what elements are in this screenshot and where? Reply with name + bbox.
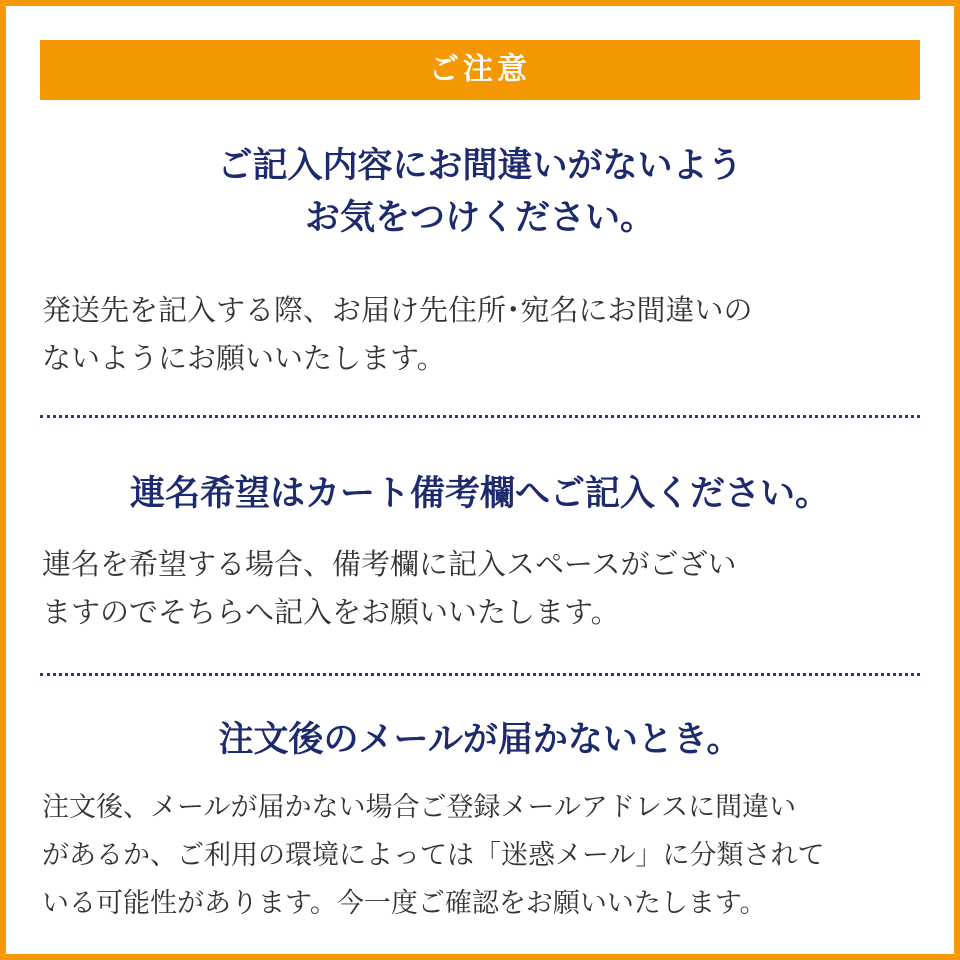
section-1-body <box>42 286 922 382</box>
section-1-heading <box>40 140 920 244</box>
body-line: いる可能性があります。今一度ご確認をお願いいたします。 <box>42 888 767 919</box>
dotted-divider <box>40 673 920 676</box>
heading-line: 連名希望はカート備考欄へご記入ください。 <box>129 474 830 514</box>
section-2-body <box>42 540 922 636</box>
section-3-body <box>42 784 922 928</box>
body-line: 発送先を記入する際、お届け先住所･宛名にお間違いの <box>42 293 753 327</box>
section-3-heading <box>40 714 920 766</box>
heading-line: お気をつけください。 <box>304 198 655 238</box>
heading-line: 注文後のメールが届かないとき。 <box>218 720 742 760</box>
body-line: 連名を希望する場合、備考欄に記入スペースがござい <box>42 547 737 581</box>
body-line: 注文後、メールが届かない場合ご登録メールアドレスに間違い <box>42 792 797 823</box>
body-line: があるか、ご利用の環境によっては「迷惑メール」に分類されて <box>42 840 825 871</box>
section-2-heading <box>40 468 920 520</box>
notice-banner: ご注意 <box>40 40 920 100</box>
body-line: ないようにお願いいたします。 <box>42 341 446 375</box>
heading-line: ご記入内容にお間違いがないよう <box>217 146 743 186</box>
dotted-divider <box>40 415 920 418</box>
body-line: ますのでそちらへ記入をお願いいたします。 <box>42 595 620 629</box>
